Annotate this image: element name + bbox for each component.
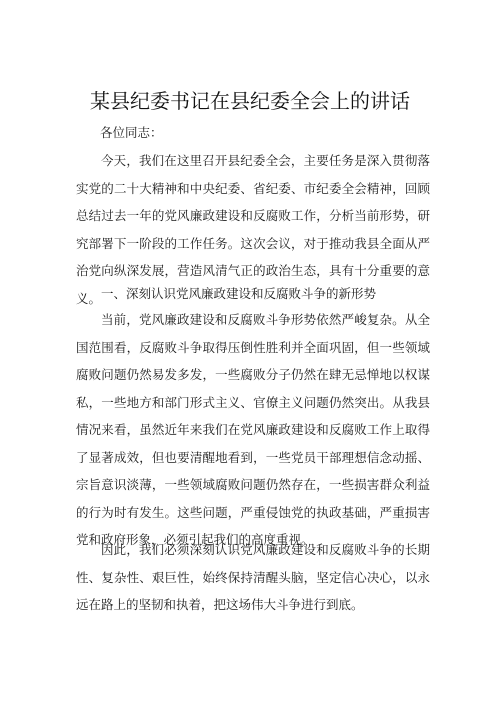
salutation: 各位同志： <box>100 125 163 140</box>
section-heading-1: 一、深刻认识党风廉政建设和反腐败斗争的新形势 <box>101 286 377 301</box>
paragraph-opening: 今天，我们在这里召开县纪委全会，主要任务是深入贯彻落实党的二十大精神和中央纪委、省纪委、市纪委全会精神，回顾总结过去一年的党风廉政建设和反腐败工作，分析当前形势，研究部署下一阶段的工作任务。这次会议，对于推动我县全面从严治党向纵深发展，营造风清气正的政治生态，具有十分重要的意义。 <box>76 153 430 306</box>
document-title: 某县纪委书记在县纪委全会上的讲话 <box>90 89 410 113</box>
paragraph-conclusion: 因此，我们必须深刻认识党风廉政建设和反腐败斗争的长期性、复杂性、艰巨性，始终保持清醒头脑，坚定信心决心，以永远在路上的坚韧和执着，把这场伟大斗争进行到底。 <box>76 542 430 612</box>
paragraph-situation: 当前，党风廉政建设和反腐败斗争形势依然严峻复杂。从全国范围看，反腐败斗争取得压倒性胜利并全面巩固，但一些领域腐败问题仍然易发多发，一些腐败分子仍然在肆无忌惮地以权谋私，一些地方和部门形式主义、官僚主义问题仍然突出。从我县情况来看，虽然近年来我们在党风廉政建设和反腐败工作上取得了显著成效，但也要清醒地看到，一些党员干部理想信念动摇、宗旨意识淡薄，一些领域腐败问题仍然存在，一些损害群众利益的行为时有发生。这些问题，严重侵蚀党的执政基础，严重损害党和政府形象，必须引起我们的高度重视。 <box>76 312 430 547</box>
